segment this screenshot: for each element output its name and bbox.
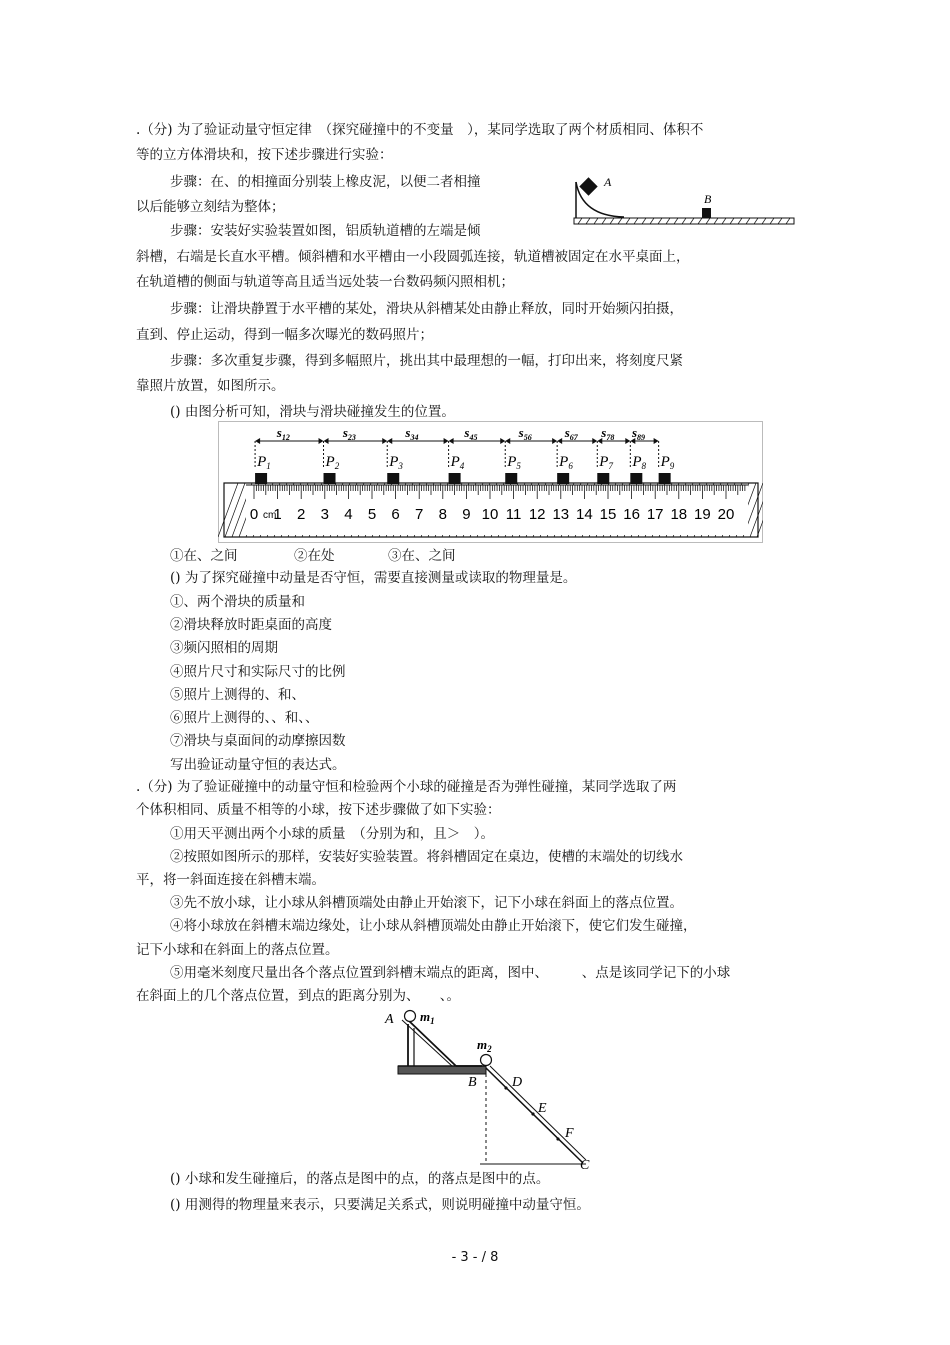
ruler-number: 5: [367, 506, 377, 523]
ruler-number: 12: [528, 506, 546, 523]
q1-sub2-item3: ③频闪照相的周期: [170, 640, 278, 656]
ruler-number: 17: [646, 506, 664, 523]
chute-incline-figure: [380, 1006, 610, 1172]
q2-intro-line2: 个体积相同、质量不相等的小球，按下述步骤做了如下实验：: [136, 802, 501, 818]
q1-step2-line2: 斜槽，右端是长直水平槽。倾斜槽和水平槽由一小段圆弧连接，轨道槽被固定在水平桌面上，: [136, 249, 690, 265]
ruler-number: 0: [249, 506, 259, 523]
q2-sub2: () 用测得的物理量来表示，只要满足关系式，则说明碰撞中动量守恒。: [170, 1197, 590, 1213]
q1-step3-line2: 直到、停止运动，得到一幅多次曝光的数码照片；: [136, 327, 433, 343]
q2-step4-line1: ④将小球放在斜槽末端边缘处，让小球从斜槽顶端处由静止开始滚下，使它们发生碰撞，: [170, 918, 697, 934]
flash-block: [255, 473, 267, 484]
ruler-number: 20: [717, 506, 735, 523]
p-label: $P_1$: [257, 454, 271, 471]
q1-sub1-options: [170, 547, 456, 565]
label-d: D: [512, 1075, 523, 1090]
q1-sub2-item7: ⑦滑块与桌面间的动摩擦因数: [170, 733, 346, 749]
label-b: B: [468, 1075, 477, 1090]
ruler-number: 15: [599, 506, 617, 523]
q2-sub1: () 小球和发生碰撞后，的落点是图中的点，的落点是图中的点。: [170, 1171, 550, 1187]
s-label: $s_{23}$: [342, 425, 356, 442]
flash-block: [659, 473, 671, 484]
s-label: $s_{34}$: [405, 425, 419, 442]
q1-step4-line1: 步骤：多次重复步骤，得到多幅照片，挑出其中最理想的一幅，打印出来，将刻度尺紧: [170, 353, 683, 369]
label-m1: $m_1$: [420, 1009, 435, 1026]
flash-block: [449, 473, 461, 484]
q2-step5-line1: ⑤用毫米刻度尺量出各个落点位置到斜槽末端点的距离，图中、 、点是该同学记下的小球: [170, 965, 731, 981]
q1-step1-line1: 步骤：在、的相撞面分别装上橡皮泥，以便二者相撞: [170, 174, 481, 190]
incline-surface: [486, 1068, 583, 1163]
option-3: ③在、之间: [388, 548, 456, 564]
flash-block: [630, 473, 642, 484]
table-top: [398, 1066, 486, 1074]
flash-block: [557, 473, 569, 484]
label-b: B: [704, 192, 712, 206]
slider-a: [579, 177, 597, 195]
q2-step5-line2: 在斜面上的几个落点位置，到点的距离分别为、 、。: [136, 988, 460, 1004]
q2-step3: ③先不放小球，让小球从斜槽顶端处由静止开始滚下，记下小球在斜面上的落点位置。: [170, 895, 683, 911]
label-m2: $m_2$: [477, 1037, 492, 1054]
s-label: $s_{89}$: [631, 425, 646, 442]
p-label: $P_2$: [325, 454, 340, 471]
q1-step2-line1: 步骤：安装好实验装置如图，铝质轨道槽的左端是倾: [170, 223, 481, 239]
s-label: $s_{45}$: [464, 425, 478, 442]
p-label: $P_3$: [389, 454, 403, 471]
q1-sub2-item6: ⑥照片上测得的、、和、、: [170, 710, 319, 726]
ruler-number: 16: [623, 506, 640, 523]
ruler-number: 14: [576, 506, 593, 523]
q1-sub1: () 由图分析可知，滑块与滑块碰撞发生的位置。: [170, 404, 455, 420]
ruler-number: 8: [438, 506, 447, 523]
p-label: $P_9$: [660, 454, 675, 471]
q2-step2-line1: ②按照如图所示的那样，安装好实验装置。将斜槽固定在桌边，使槽的末端处的切线水: [170, 849, 683, 865]
ruler-number: 7: [415, 506, 424, 523]
q1-sub3: 写出验证动量守恒的表达式。: [170, 757, 346, 773]
q1-sub2: () 为了探究碰撞中动量是否守恒，需要直接测量或读取的物理量是。: [170, 570, 577, 586]
q1-step2-line3: 在轨道槽的侧面与轨道等高且适当远处装一台数码频闪照相机；: [136, 274, 514, 290]
ruler-number: 19: [694, 506, 711, 523]
p-label: $P_6$: [559, 454, 573, 471]
label-f: F: [565, 1126, 574, 1141]
q2-intro-line1: .（分) 为了验证碰撞中的动量守恒和检验两个小球的碰撞是否为弹性碰撞，某同学选取了两: [136, 779, 677, 795]
chute-slope: [408, 1020, 456, 1066]
flash-block: [387, 473, 399, 484]
q1-step3-line1: 步骤：让滑块静置于水平槽的某处，滑块从斜槽某处由静止释放，同时开始频闪拍摄，: [170, 301, 683, 317]
q2-step4-line2: 记下小球和在斜面上的落点位置。: [136, 942, 339, 958]
label-e: E: [538, 1101, 547, 1116]
q1-intro-line2: 等的立方体滑块和，按下述步骤进行实验：: [136, 147, 393, 163]
p-label: $P_7$: [599, 454, 613, 471]
flash-block: [505, 473, 517, 484]
page-number: - 3 - / 8: [451, 1250, 499, 1265]
track-figure: [568, 168, 798, 234]
ball-m1: [405, 1011, 416, 1022]
s-label: $s_{78}$: [601, 425, 615, 442]
ruler-number: 3: [320, 506, 329, 523]
q2-step2-line2: 平，将一斜面连接在斜槽末端。: [136, 872, 325, 888]
label-c: C: [580, 1158, 590, 1172]
slider-b: [702, 208, 711, 218]
option-2: ②在处: [294, 548, 335, 564]
flash-block: [597, 473, 609, 484]
q1-sub2-item1: ①、两个滑块的质量和: [170, 594, 305, 610]
ruler-photo-figure: [218, 421, 763, 543]
ruler-number: 1: [273, 506, 282, 523]
ruler-number: 13: [552, 506, 570, 523]
label-a: A: [385, 1012, 394, 1027]
ruler-number: 10: [481, 506, 499, 523]
p-label: $P_5$: [507, 454, 521, 471]
q1-step1-line2: 以后能够立刻结为整体；: [136, 199, 285, 215]
s-label: $s_{12}$: [276, 425, 290, 442]
q1-sub2-item5: ⑤照片上测得的、和、: [170, 687, 305, 703]
p-label: $P_4$: [450, 454, 465, 471]
s-label: $s_{67}$: [564, 425, 578, 442]
q1-sub2-item2: ②滑块释放时距桌面的高度: [170, 617, 332, 633]
flash-block: [324, 473, 336, 484]
q1-step4-line2: 靠照片放置，如图所示。: [136, 378, 285, 394]
label-a: A: [604, 175, 612, 189]
q1-sub2-item4: ④照片尺寸和实际尺寸的比例: [170, 664, 346, 680]
ruler-number: 18: [670, 506, 688, 523]
ruler-unit: cm: [263, 510, 277, 521]
s-label: $s_{56}$: [518, 425, 532, 442]
ball-m2: [481, 1055, 492, 1066]
ruler-number: 11: [505, 506, 522, 523]
ruler-number: 9: [462, 506, 471, 523]
ruler-number: 6: [391, 506, 400, 523]
ruler-number: 2: [297, 506, 306, 523]
q1-intro-line1: .（分) 为了验证动量守恒定律 （探究碰撞中的不变量 ），某同学选取了两个材质相同、体积不: [136, 122, 704, 138]
q2-step1: ①用天平测出两个小球的质量 （分别为和，且＞ ）。: [170, 826, 494, 842]
p-label: $P_8$: [632, 454, 646, 471]
ruler-number: 4: [344, 506, 353, 523]
option-1: ①在、之间: [170, 548, 238, 564]
